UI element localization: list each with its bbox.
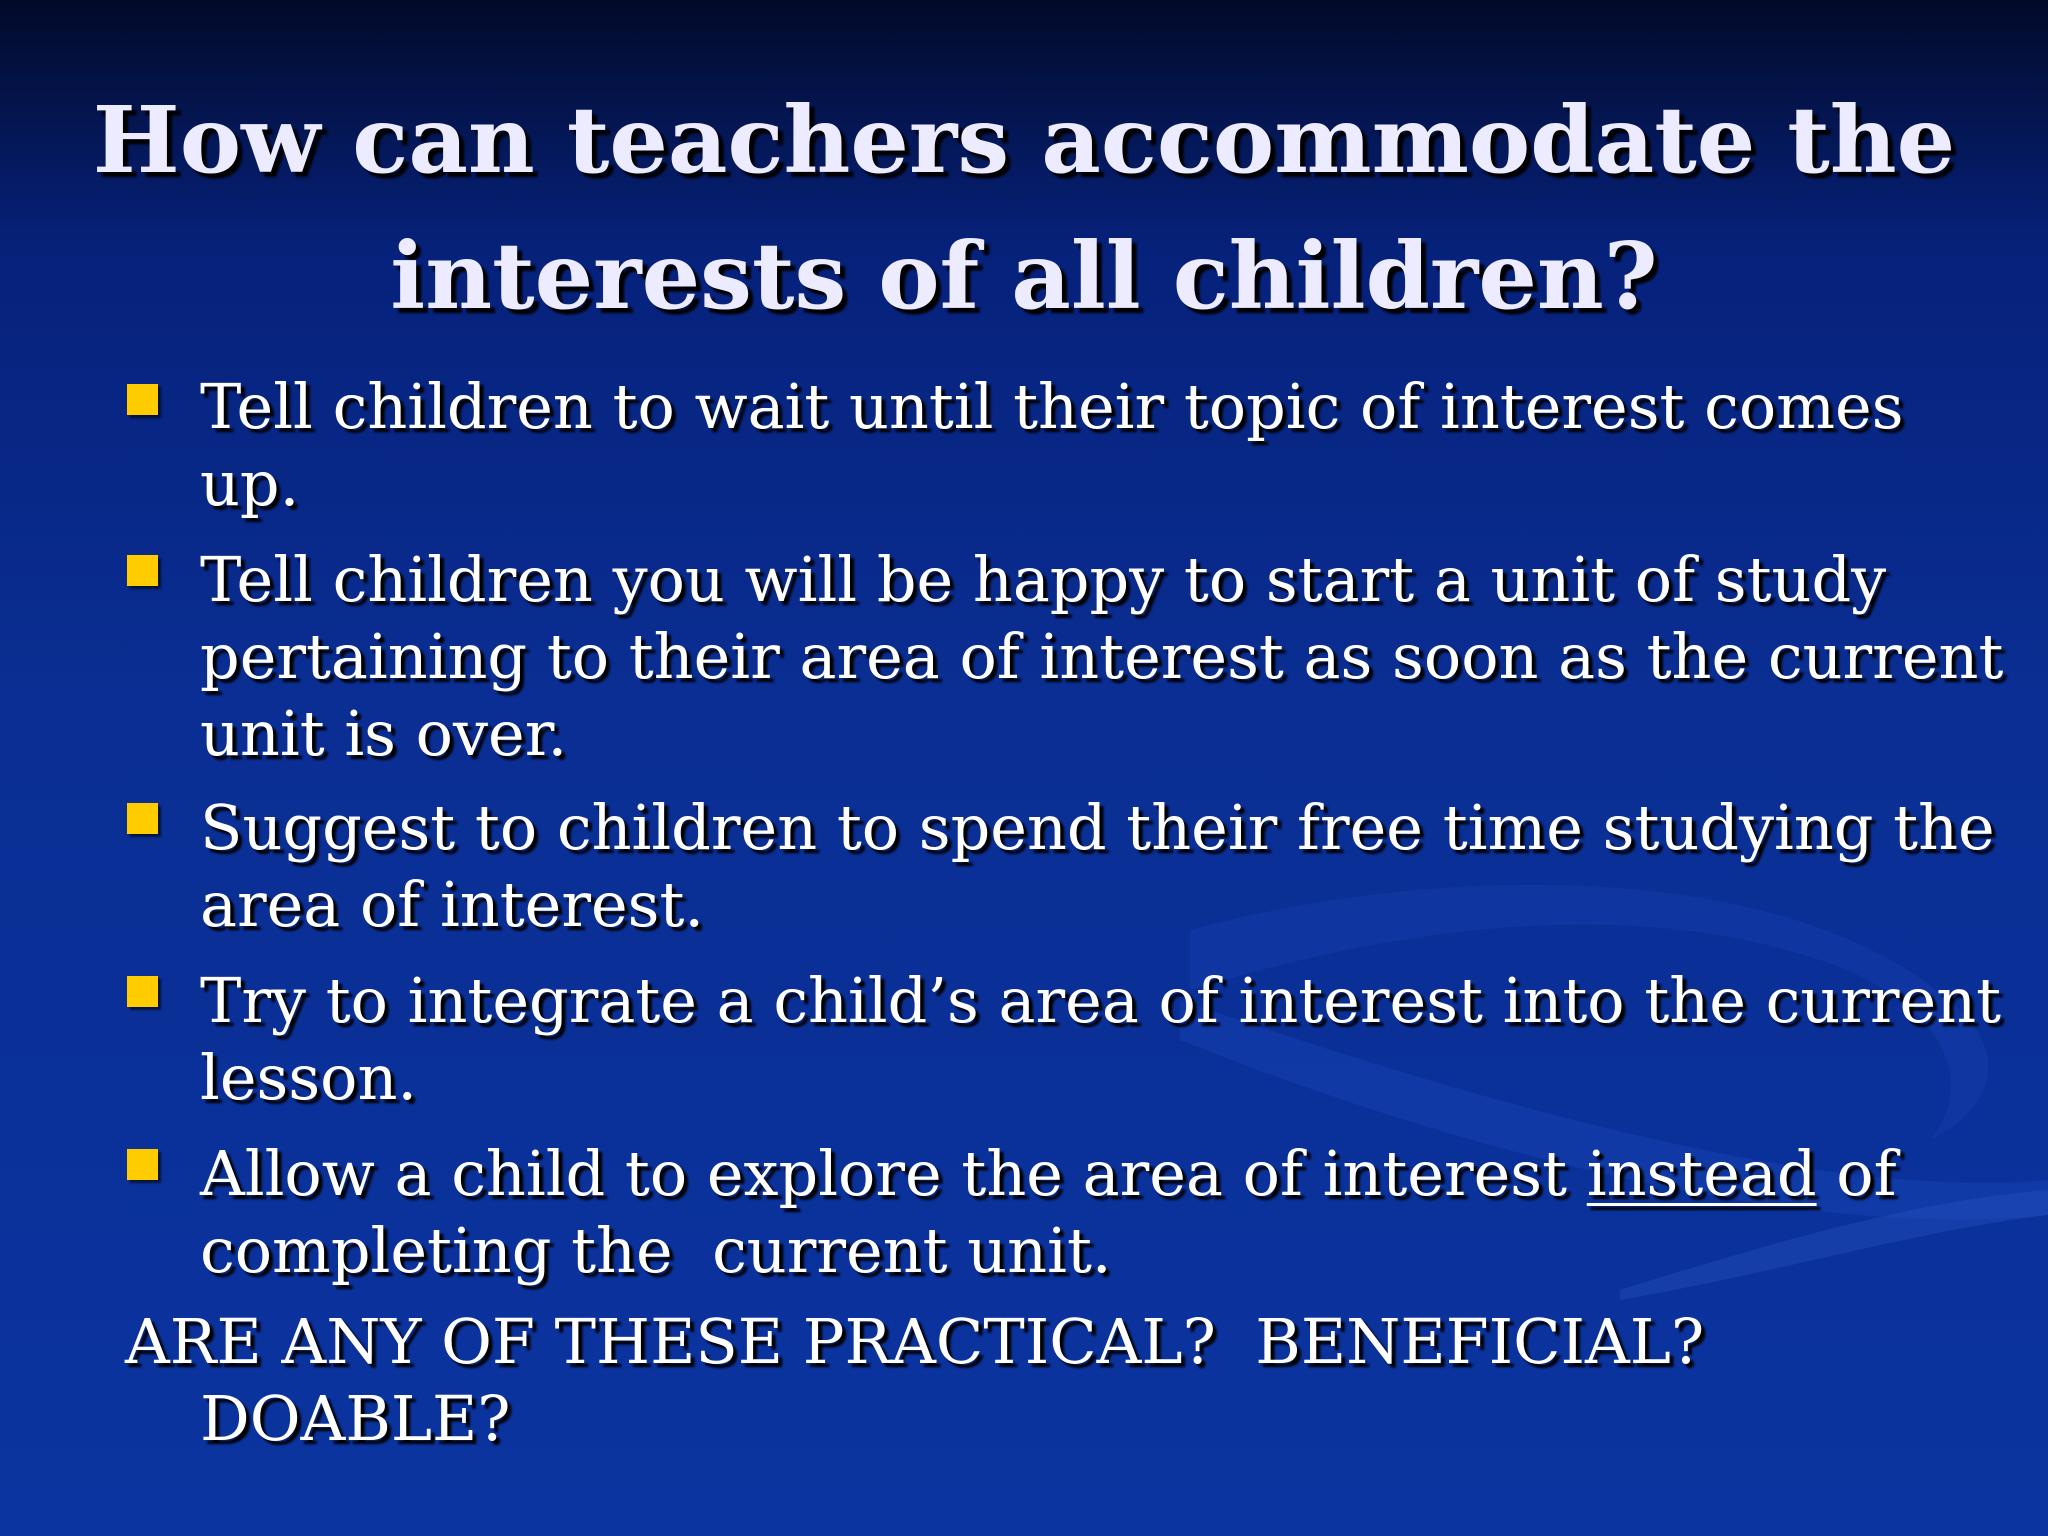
bullet-text-line: unit is over. (200, 697, 568, 770)
bullet-text-line: Suggest to children to spend their free time studying the (200, 791, 1995, 864)
underlined-word: instead (1586, 1137, 1817, 1210)
bullet-text-line: completing the current unit. (200, 1214, 1112, 1287)
square-bullet-icon (127, 976, 158, 1007)
bullet-text (200, 962, 2002, 1116)
bullet-text (200, 368, 1960, 522)
bullet-text-line: lesson. (200, 1041, 418, 1114)
bullet-text-segment: Allow a child to explore the area of interest (200, 1137, 1587, 1210)
closing-question (125, 1303, 1985, 1457)
closing-question-line1: ARE ANY OF THESE PRACTICAL? BENEFICIAL? (125, 1305, 1705, 1378)
square-bullet-icon (127, 1149, 158, 1180)
bullet-text-line: pertaining to their area of interest as soon as the current (200, 620, 2004, 693)
bullet-text-line: up. (200, 447, 300, 520)
bullet-text-line: area of interest. (200, 868, 705, 941)
square-bullet-icon (127, 803, 158, 834)
bullet-text-segment: of (1816, 1137, 1897, 1210)
bullet-text-line: Tell children to wait until their topic of interest comes (200, 370, 1904, 443)
slide-title-line1: How can teachers accommodate the (92, 86, 1956, 194)
slide-title-line2: interests of all children? (390, 222, 1658, 330)
closing-question-line2: DOABLE? (200, 1382, 511, 1455)
square-bullet-icon (127, 384, 158, 415)
bullet-text (200, 1135, 1960, 1289)
bullet-text (200, 541, 2004, 772)
bullet-text (200, 789, 1995, 943)
square-bullet-icon (127, 555, 158, 586)
bullet-text-line: Try to integrate a child’s area of interest into the current (200, 964, 2002, 1037)
bullet-text-line (200, 1135, 1960, 1212)
bullet-text-line: Tell children you will be happy to start a unit of study (200, 543, 1887, 616)
